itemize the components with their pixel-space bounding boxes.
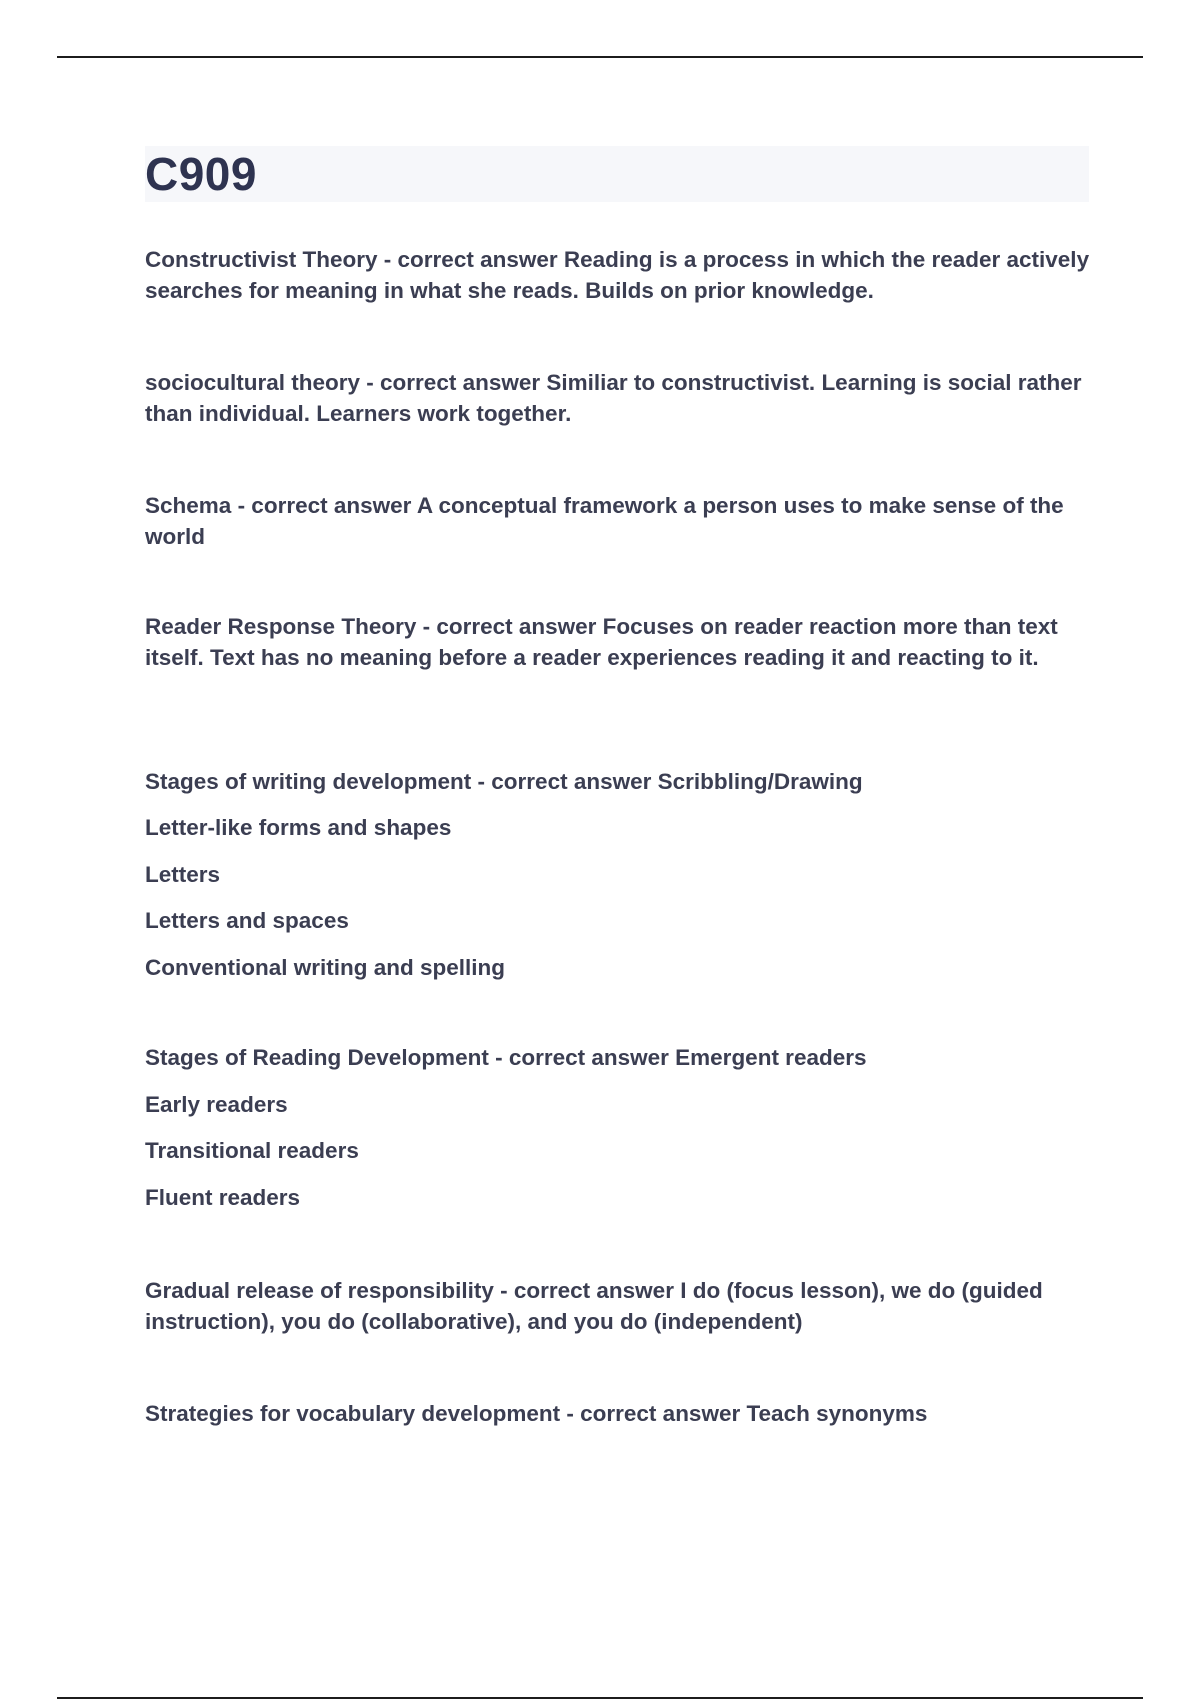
flashcard-constructivist-theory	[145, 245, 1090, 306]
card-term: Schema	[145, 493, 232, 518]
card-separator: - correct answer	[471, 769, 658, 794]
card-answer: Similiar to constructivist. Learning is social rather than individual. Learners work together.	[145, 370, 1082, 426]
card-answer-line: Letters	[145, 862, 221, 887]
flashcard-reader-response-theory	[145, 612, 1090, 673]
card-answer-line: Letter-like forms and shapes	[145, 815, 452, 840]
title-background	[145, 146, 1089, 202]
card-separator: - correct answer	[560, 1401, 747, 1426]
flashcard-sociocultural-theory	[145, 368, 1090, 429]
card-answer-line: Conventional writing and spelling	[145, 955, 506, 980]
card-separator: - correct answer	[493, 1278, 681, 1303]
card-answer-line: Letters and spaces	[145, 908, 349, 933]
card-answer: I do (focus lesson), we do (guided instruction), you do (collaborative), and you do (independent)	[145, 1278, 1043, 1334]
top-rule	[57, 56, 1143, 58]
card-answer: Scribbling/Drawing	[657, 769, 863, 794]
card-answer: Teach synonyms	[746, 1401, 928, 1426]
card-term: Reader Response Theory	[145, 614, 417, 639]
bottom-rule	[57, 1697, 1143, 1699]
card-term: Stages of Reading Development	[145, 1045, 489, 1070]
card-answer-line: Fluent readers	[145, 1185, 301, 1210]
flashcard-schema	[145, 491, 1090, 552]
card-answer: Reading is a process in which the reader actively searches for meaning in what she reads. Builds on prior knowledge.	[145, 247, 1090, 303]
card-term: Strategies for vocabulary development	[145, 1401, 561, 1426]
card-first-line	[145, 767, 863, 797]
card-answer-line: Early readers	[145, 1092, 288, 1117]
flashcard-strategies-for-vocabulary-development	[145, 1399, 1090, 1430]
card-separator: - correct answer	[231, 493, 417, 518]
card-answer: Emergent readers	[675, 1045, 867, 1070]
card-term: sociocultural theory	[145, 370, 361, 395]
card-first-line	[145, 1043, 867, 1073]
card-answer: Focuses on reader reaction more than text itself. Text has no meaning before a reader experiences reading it and reacting to it.	[145, 614, 1058, 670]
card-term: Gradual release of responsibility	[145, 1278, 494, 1303]
card-answer-line: Transitional readers	[145, 1138, 359, 1163]
card-term: Constructivist Theory	[145, 247, 378, 272]
page-title: C909	[145, 148, 257, 200]
card-separator: - correct answer	[488, 1045, 676, 1070]
card-separator: - correct answer	[416, 614, 603, 639]
card-answer: A conceptual framework a person uses to make sense of the world	[145, 493, 1064, 549]
card-separator: - correct answer	[377, 247, 564, 272]
flashcard-gradual-release-of-responsibility	[145, 1276, 1090, 1337]
card-separator: - correct answer	[360, 370, 547, 395]
card-term: Stages of writing development	[145, 769, 472, 794]
